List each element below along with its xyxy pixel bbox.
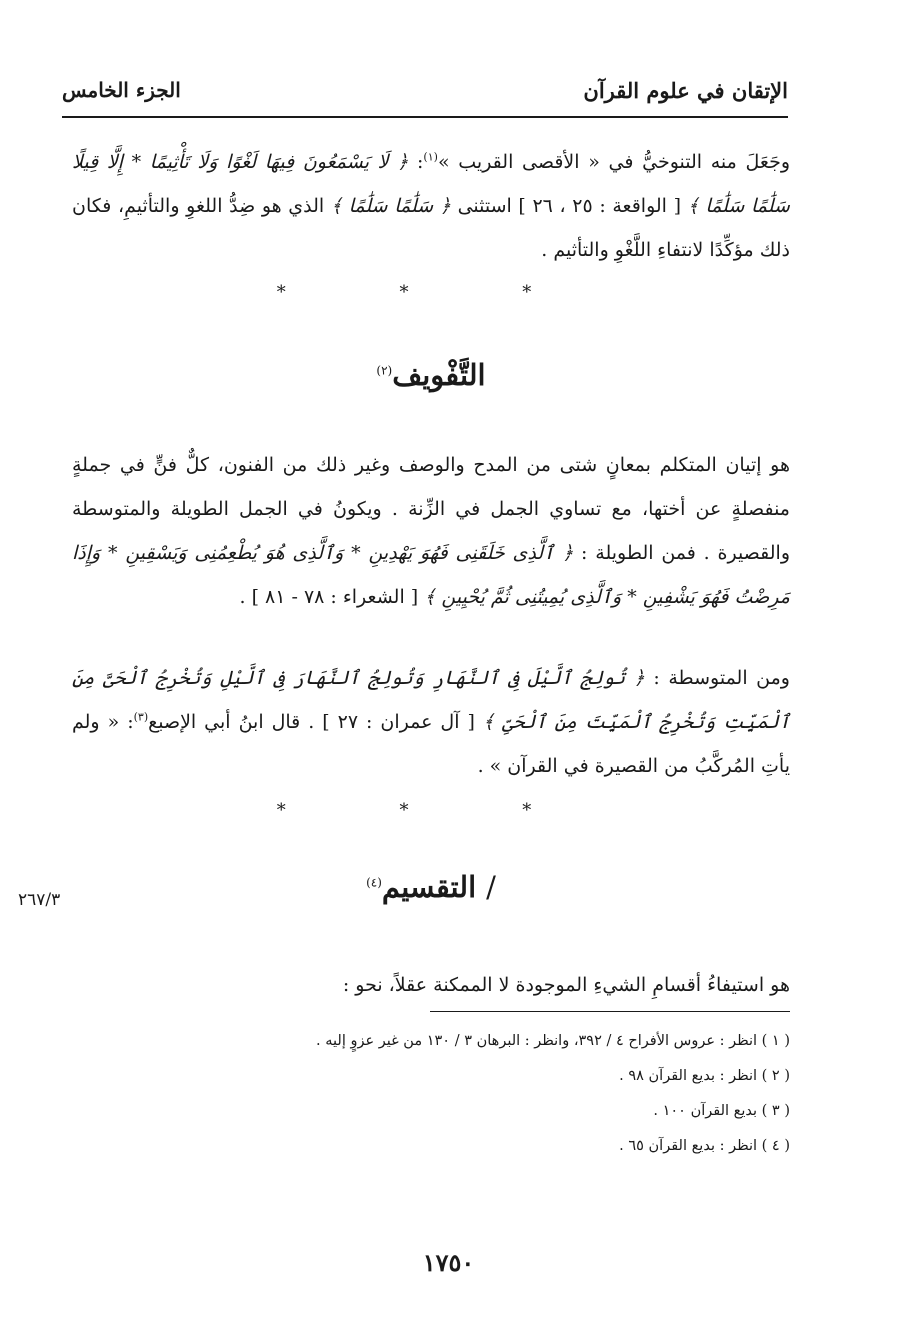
volume-label: الجزء الخامس bbox=[62, 78, 181, 102]
page-number: ١٧٥٠ bbox=[422, 1248, 475, 1277]
quran-verse: ﴿ ٱلَّذِى خَلَقَنِى فَهُوَ يَهْدِينِ * وَٱلَّذِى هُوَ يُطْعِمُنِى وَيَسْقِينِ * وَإِذَا مَرِضْتُ فَهُوَ يَشْفِينِ * وَٱلَّذِى يُمِيتُنِى ثُمَّ يُحْيِينِ ﴾ bbox=[72, 542, 790, 608]
paragraph-tanukhi bbox=[72, 140, 790, 272]
section-separator: * * * bbox=[276, 282, 586, 303]
footnote-marker: (٤) bbox=[366, 875, 382, 890]
running-header bbox=[62, 74, 788, 118]
footnote-item: ( ١ ) انظر : عروس الأفراح ٤ / ٣٩٢، وانظر : البرهان ٣ / ١٣٠ من غير عزوٍ إليه . bbox=[316, 1033, 790, 1049]
section-separator: * * * bbox=[276, 800, 586, 821]
paragraph-text: هو إتيان المتكلم بمعانٍ شتى من المدح والوصف وغير ذلك من الفنون، كلٌّ فنٍّ في جملةٍ منفصلةٍ عن أختها، مع تساوي الجمل في الزِّنة . ويكونُ في الجمل الطويلة والمتوسطة والقصيرة . فمن الطويلة : bbox=[72, 454, 791, 564]
footnote-rule bbox=[430, 1011, 790, 1012]
paragraph-text: وجَعَلَ منه التنوخيُّ في « الأقصى القريب » bbox=[437, 151, 790, 173]
footnote-item: ( ٢ ) انظر : بديع القرآن ٩٨ . bbox=[619, 1068, 790, 1084]
footnote-item: ( ٤ ) انظر : بديع القرآن ٦٥ . bbox=[619, 1138, 790, 1154]
paragraph-text: : bbox=[408, 151, 424, 173]
footnote-item: ( ٣ ) بديع القرآن ١٠٠ . bbox=[653, 1103, 790, 1119]
paragraph-text: هو استيفاءُ أقسامِ الشيءِ الموجودة لا الممكنة عقلاً، نحو : bbox=[342, 974, 790, 996]
heading-title: التقسيم bbox=[381, 870, 477, 904]
footnote-marker: (١) bbox=[423, 150, 438, 164]
paragraph-tafwif-medium bbox=[72, 656, 790, 788]
paragraph-taqsim-definition bbox=[72, 963, 790, 1007]
footnote-marker: (٣) bbox=[133, 710, 149, 724]
margin-page-reference: ٢٦٧/٣ bbox=[18, 890, 61, 910]
paragraph-text: [ الواقعة : ٢٥ ، ٢٦ ] استثنى bbox=[450, 195, 688, 217]
paragraph-text: الذي هو ضِدُّ اللغوِ والتأثيمِ، فكان ذلك مؤكِّدًا لانتفاءِ اللَّغْوِ والتأثيم . bbox=[72, 195, 790, 261]
footnotes bbox=[72, 1024, 790, 1164]
paragraph-text: ومن المتوسطة : bbox=[644, 667, 790, 689]
quran-verse: ﴿ لَا يَسْمَعُونَ فِيهَا لَغْوًا وَلَا تَأْثِيمًا * إِلَّا قِيلًا سَلَٰمًا سَلَٰمًا ﴾ bbox=[72, 151, 790, 217]
page-break-marker: / bbox=[486, 870, 496, 904]
paragraph-tafwif-definition bbox=[72, 443, 790, 619]
section-heading-tafwif bbox=[72, 358, 790, 392]
footnote-marker: (٢) bbox=[376, 363, 393, 378]
heading-title: التَّفْويف bbox=[392, 358, 486, 392]
section-heading-taqsim bbox=[72, 870, 790, 904]
quran-verse: ﴿ سَلَٰمًا سَلَٰمًا ﴾ bbox=[330, 195, 451, 217]
paragraph-text: [ آل عمران : ٢٧ ] . قال ابنُ أبي الإصبع bbox=[148, 711, 483, 733]
book-title: الإتقان في علوم القرآن bbox=[583, 78, 788, 103]
paragraph-text: [ الشعراء : ٧٨ - ٨١ ] . bbox=[239, 586, 425, 608]
quran-verse: ﴿ تُولِجُ ٱلَّيْلَ فِى ٱلنَّهَارِ وَتُولِجُ ٱلنَّهَارَ فِى ٱلَّيْلِ وَتُخْرِجُ ٱلْحَىَّ مِنَ ٱلْمَيِّتِ وَتُخْرِجُ ٱلْمَيِّتَ مِنَ ٱلْحَىِّ ﴾ bbox=[72, 667, 790, 733]
paragraph-text: : « ولم يأتِ المُركَّبُ من القصيرة في القرآن » . bbox=[72, 711, 790, 777]
